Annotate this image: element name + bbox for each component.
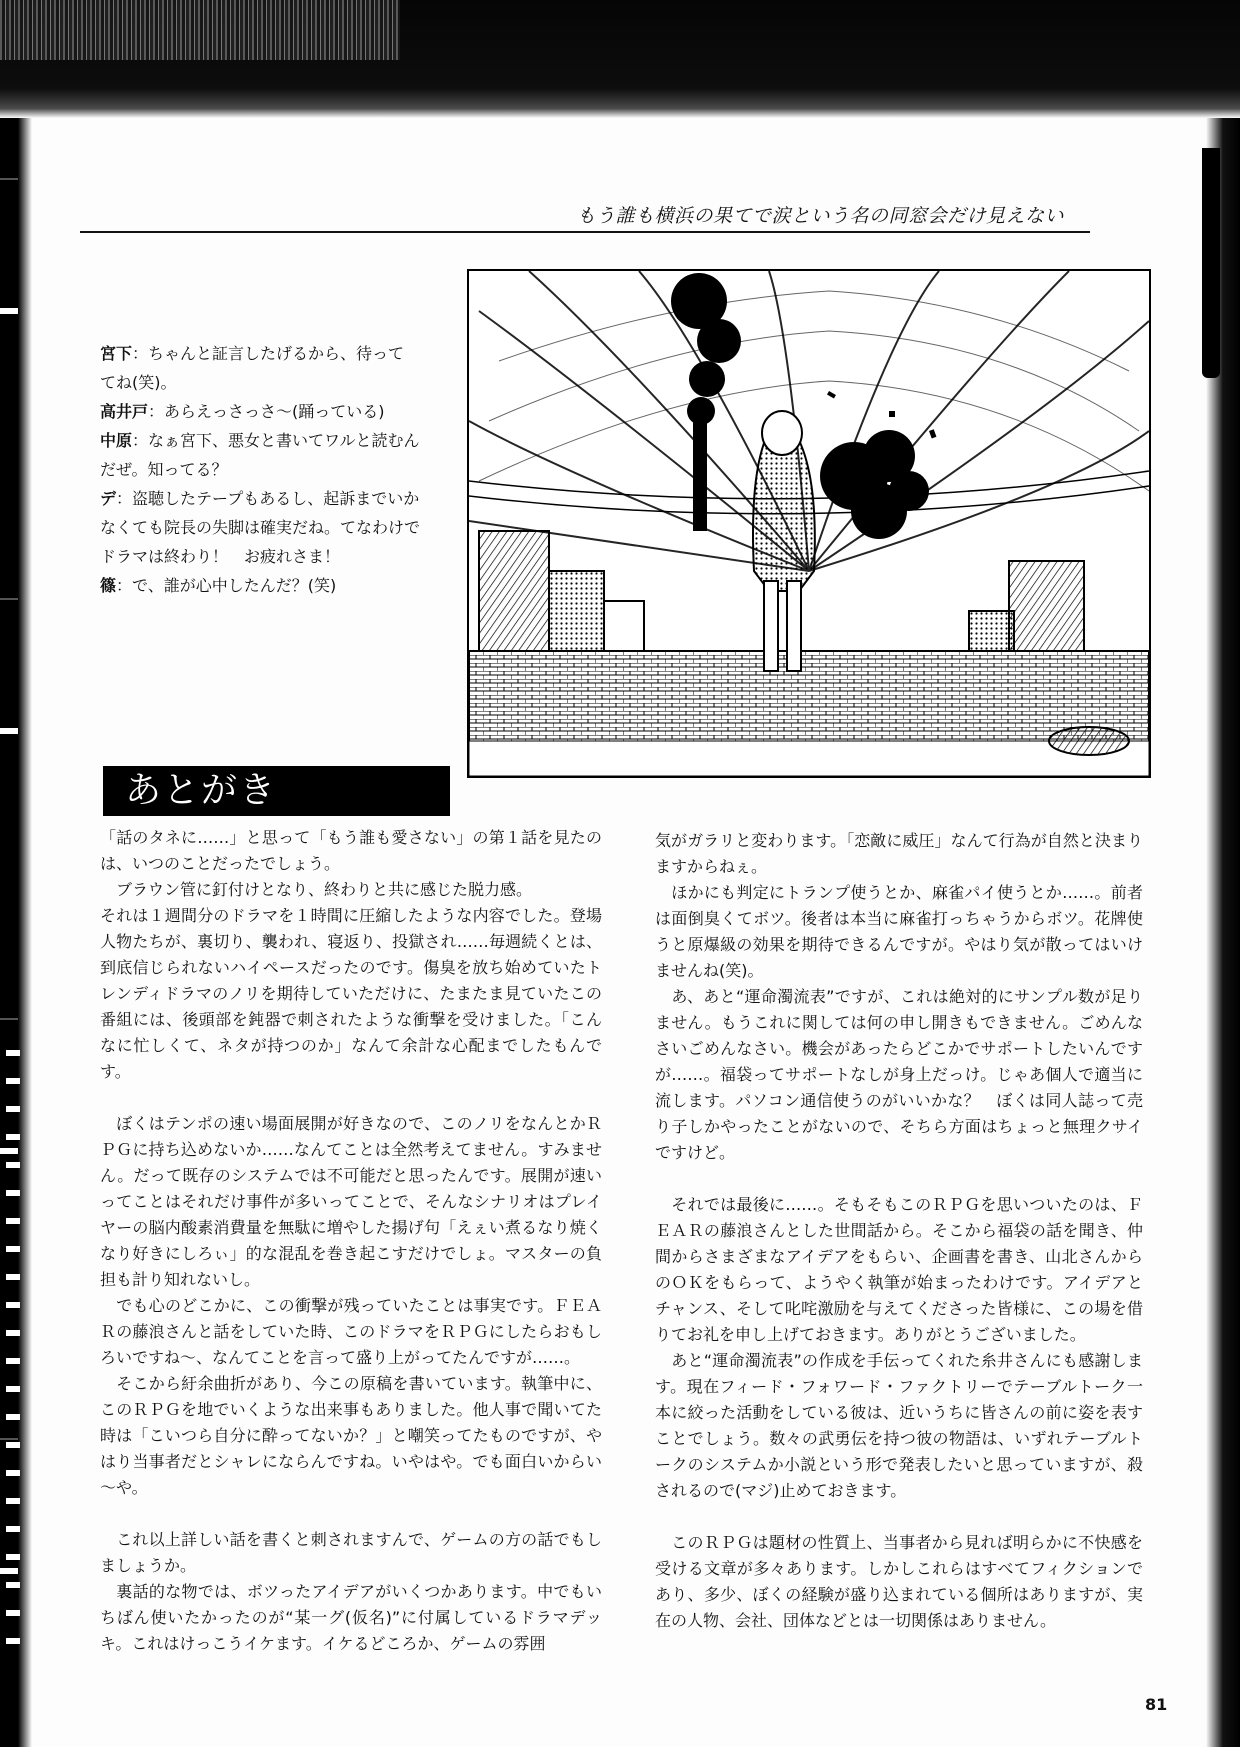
- body-paragraph: 裏話的な物では、ボツったアイデアがいくつかあります。中でもいちばん使いたかったのが“某一グ(仮名)”に付属しているドラマデッキ。これはけっこうイケます。イケるどころか、ゲームの雰囲: [100, 1582, 602, 1653]
- dialogue-excerpt: [100, 339, 420, 600]
- manga-illustration: [467, 269, 1151, 778]
- scan-border-right: [1206, 118, 1240, 1747]
- dialogue-text: ：ちゃんと証言したげるから、待っててね(笑)。: [100, 344, 405, 392]
- body-paragraph: そこから紆余曲折があり、今この原稿を書いています。執筆中に、このＲＰＧを地でいくような出来事もありました。他人事で聞いてた時は「こいつら自分に酔ってないか？」と嘲笑ってたものですが、やはり当事者だとシャレにならんですね。いやはや。でも面白いからい～や。: [100, 1374, 602, 1497]
- body-column-left: [100, 825, 602, 1657]
- body-paragraph: 「話のタネに……」と思って「もう誰も愛さない」の第１話を見たのは、いつのことだったでしょう。: [100, 828, 602, 873]
- paragraph-gap: [655, 1504, 1143, 1530]
- dialogue-line: [100, 397, 420, 426]
- body-paragraph: あ、あと“運命濁流表”ですが、これは絶対的にサンプル数が足りません。もうこれに関しては何の申し開きもできません。ごめんなさいごめんなさい。機会があったらどこかでサポートしたいんですが……。福袋ってサポートなしが身上だっけ。じゃあ個人で適当に流します。パソコン通信使うのがいいかな？ ぼくは同人誌って売り子しかやったことがないので、そちら方面はちょっと無理クサイですけど。: [655, 987, 1143, 1162]
- paragraph-gap: [100, 1085, 602, 1111]
- dialogue-speaker: 高井戸: [100, 402, 149, 421]
- body-paragraph: これ以上詳しい話を書くと刺されますんで、ゲームの方の話でもしましょうか。: [100, 1530, 602, 1575]
- dialogue-text: ：あらえっさっさ～(踊っている): [148, 402, 385, 421]
- body-paragraph: それは１週間分のドラマを１時間に圧縮したような内容でした。登場人物たちが、裏切り、襲われ、寝返り、投獄され……毎週続くとは、到底信じられないハイペースだったのです。傷臭を放ち始めていたトレンディドラマのノリを期待していただけに、たまたま見ていたこの番組には、後頭部を鈍器で刺されたような衝撃を受けました。「こんなに忙しくて、ネタが持つのか」なんて余計な心配までしたもんです。: [100, 906, 602, 1081]
- dialogue-text: ：盗聴したテープもあるし、起訴までいかなくても院長の失脚は確実だね。てなわけでドラマは終わり！ お疲れさま！: [100, 489, 421, 566]
- dialogue-line: [100, 571, 420, 600]
- body-paragraph: それでは最後に……。そもそもこのＲＰＧを思いついたのは、ＦＥＡＲの藤浪さんとした世間話から。そこから福袋の話を聞き、仲間からさまざまなアイデアをもらい、企画書を書き、山北さんからのＯＫをもらって、ようやく執筆が始まったわけです。アイデアとチャンス、そして叱咤激励を与えてくださった皆様に、この場を借りてお礼を申し上げておきます。ありがとうございました。: [655, 1195, 1143, 1344]
- scan-border-left-marks: [6, 1050, 20, 1650]
- dialogue-line: [100, 339, 420, 397]
- body-paragraph: このＲＰＧは題材の性質上、当事者から見れば明らかに不快感を受ける文章が多々あります。しかしこれらはすべてフィクションであり、多少、ぼくの経験が盛り込まれている個所はありますが、実在の人物、会社、団体などとは一切関係はありません。: [655, 1533, 1143, 1630]
- paragraph-gap: [100, 1501, 602, 1527]
- scan-border-top: [0, 0, 1240, 118]
- body-paragraph: 気がガラリと変わります。「恋敵に威圧」なんて行為が自然と決まりますからねぇ。: [655, 831, 1143, 876]
- dialogue-speaker: 中原: [100, 431, 133, 450]
- dialogue-line: [100, 426, 420, 484]
- dialogue-line: [100, 484, 420, 571]
- body-paragraph: ぼくはテンポの速い場面展開が好きなので、このノリをなんとかＲＰＧに持ち込めないか……なんてことは全然考えてません。すみません。だって既存のシステムでは不可能だと思ったんです。展開が速いってことはそれだけ事件が多いってことで、そんなシナリオはプレイヤーの脳内酸素消費量を無駄に増やした揚げ句「えぇい煮るなり焼くなり好きにしろぃ」的な混乱を巻き起こすだけでしょ。マスターの負担も計り知れないし。: [100, 1114, 602, 1289]
- dialogue-speaker: 篠: [100, 576, 117, 595]
- page-number: 81: [1145, 1695, 1168, 1714]
- body-paragraph: ほかにも判定にトランプ使うとか、麻雀パイ使うとか……。前者は面倒臭くてボツ。後者は本当に麻雀打っちゃうからボツ。花牌使うと原爆級の効果を期待できるんですが。やはり気が散ってはいけませんね(笑)。: [655, 883, 1143, 980]
- section-heading: あとがき: [103, 766, 450, 816]
- dialogue-speaker: 宮下: [100, 344, 133, 363]
- dialogue-text: ：なぁ宮下、悪女と書いてワルと読むんだぜ。知ってる？: [100, 431, 420, 479]
- running-header: [80, 205, 1090, 233]
- dialogue-speaker: デ: [100, 489, 117, 508]
- body-paragraph: あと“運命濁流表”の作成を手伝ってくれた糸井さんにも感謝します。現在フィード・フォワード・ファクトリーでテーブルトーク一本に絞った活動をしている彼は、近いうちに皆さんの前に姿を表すことでしょう。数々の武勇伝を持つ彼の物語は、いずれテーブルトークのシステムか小説という形で発表したいと思っていますが、殺されるので(マジ)止めておきます。: [655, 1351, 1143, 1500]
- paragraph-gap: [655, 1166, 1143, 1192]
- body-column-right: [655, 828, 1143, 1634]
- running-title: もう誰も横浜の果てで涙という名の同窓会だけ見えない: [576, 205, 1064, 227]
- dialogue-text: ：で、誰が心中したんだ？(笑): [116, 576, 337, 595]
- illustration-drawing: [469, 271, 1149, 776]
- body-paragraph: でも心のどこかに、この衝撃が残っていたことは事実です。ＦＥＡＲの藤浪さんと話をしていた時、このドラマをＲＰＧにしたらおもしろいですね～、なんてことを言って盛り上がってたんですが……。: [100, 1296, 602, 1367]
- body-paragraph: ブラウン管に釘付けとなり、終わりと共に感じた脱力感。: [100, 880, 533, 899]
